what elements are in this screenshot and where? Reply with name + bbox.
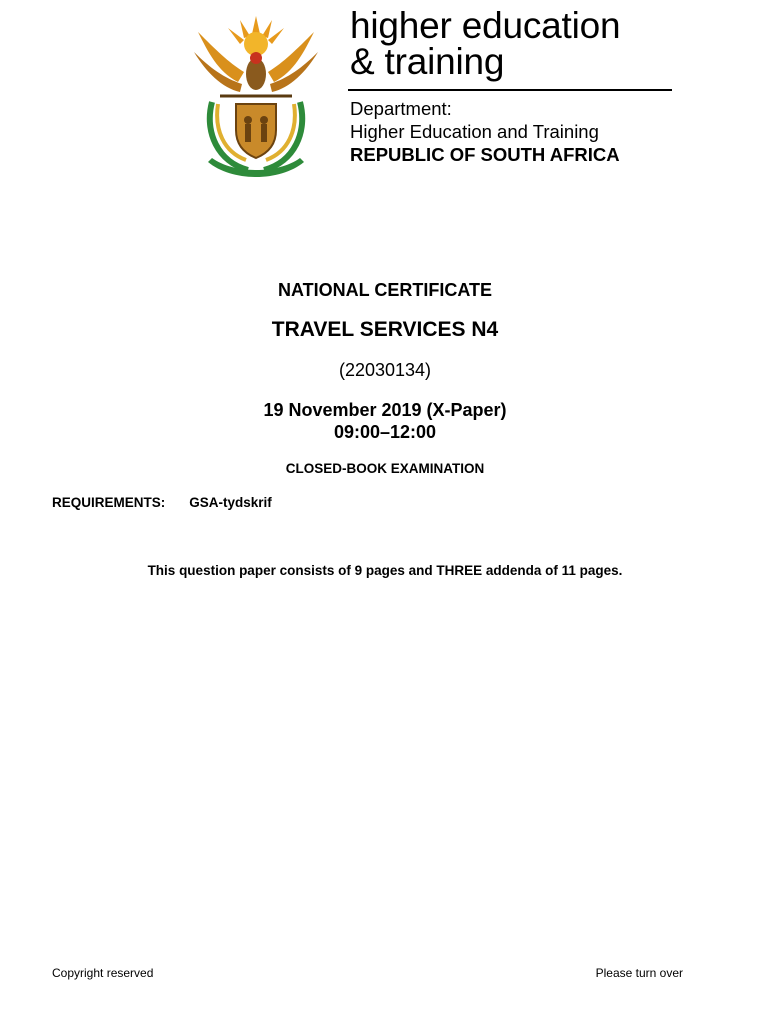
department-block xyxy=(350,97,620,166)
copyright-footer: Copyright reserved xyxy=(52,966,154,980)
turn-over-footer: Please turn over xyxy=(595,966,683,980)
requirements-label: REQUIREMENTS: xyxy=(52,495,166,510)
paper-pages-note: This question paper consists of 9 pages and THREE addenda of 11 pages. xyxy=(147,563,623,578)
exam-date-block xyxy=(0,399,770,443)
exam-date: 19 November 2019 (X-Paper) xyxy=(263,400,507,420)
brand-heading xyxy=(350,5,621,82)
brand-divider xyxy=(348,89,672,91)
country-name: REPUBLIC OF SOUTH AFRICA xyxy=(350,144,620,165)
certificate-title: NATIONAL CERTIFICATE xyxy=(278,280,492,300)
requirements xyxy=(52,495,272,510)
department-name: Higher Education and Training xyxy=(350,121,599,142)
requirements-value: GSA-tydskrif xyxy=(189,495,272,510)
brand-line-1: higher education xyxy=(350,5,621,46)
brand-line-2: & training xyxy=(350,41,505,82)
subject-code: (22030134) xyxy=(338,360,432,380)
coat-of-arms-icon xyxy=(188,12,324,182)
exam-type: CLOSED-BOOK EXAMINATION xyxy=(285,461,485,476)
department-label: Department: xyxy=(350,98,452,119)
subject-title: TRAVEL SERVICES N4 xyxy=(271,318,499,341)
exam-time: 09:00–12:00 xyxy=(333,422,437,442)
